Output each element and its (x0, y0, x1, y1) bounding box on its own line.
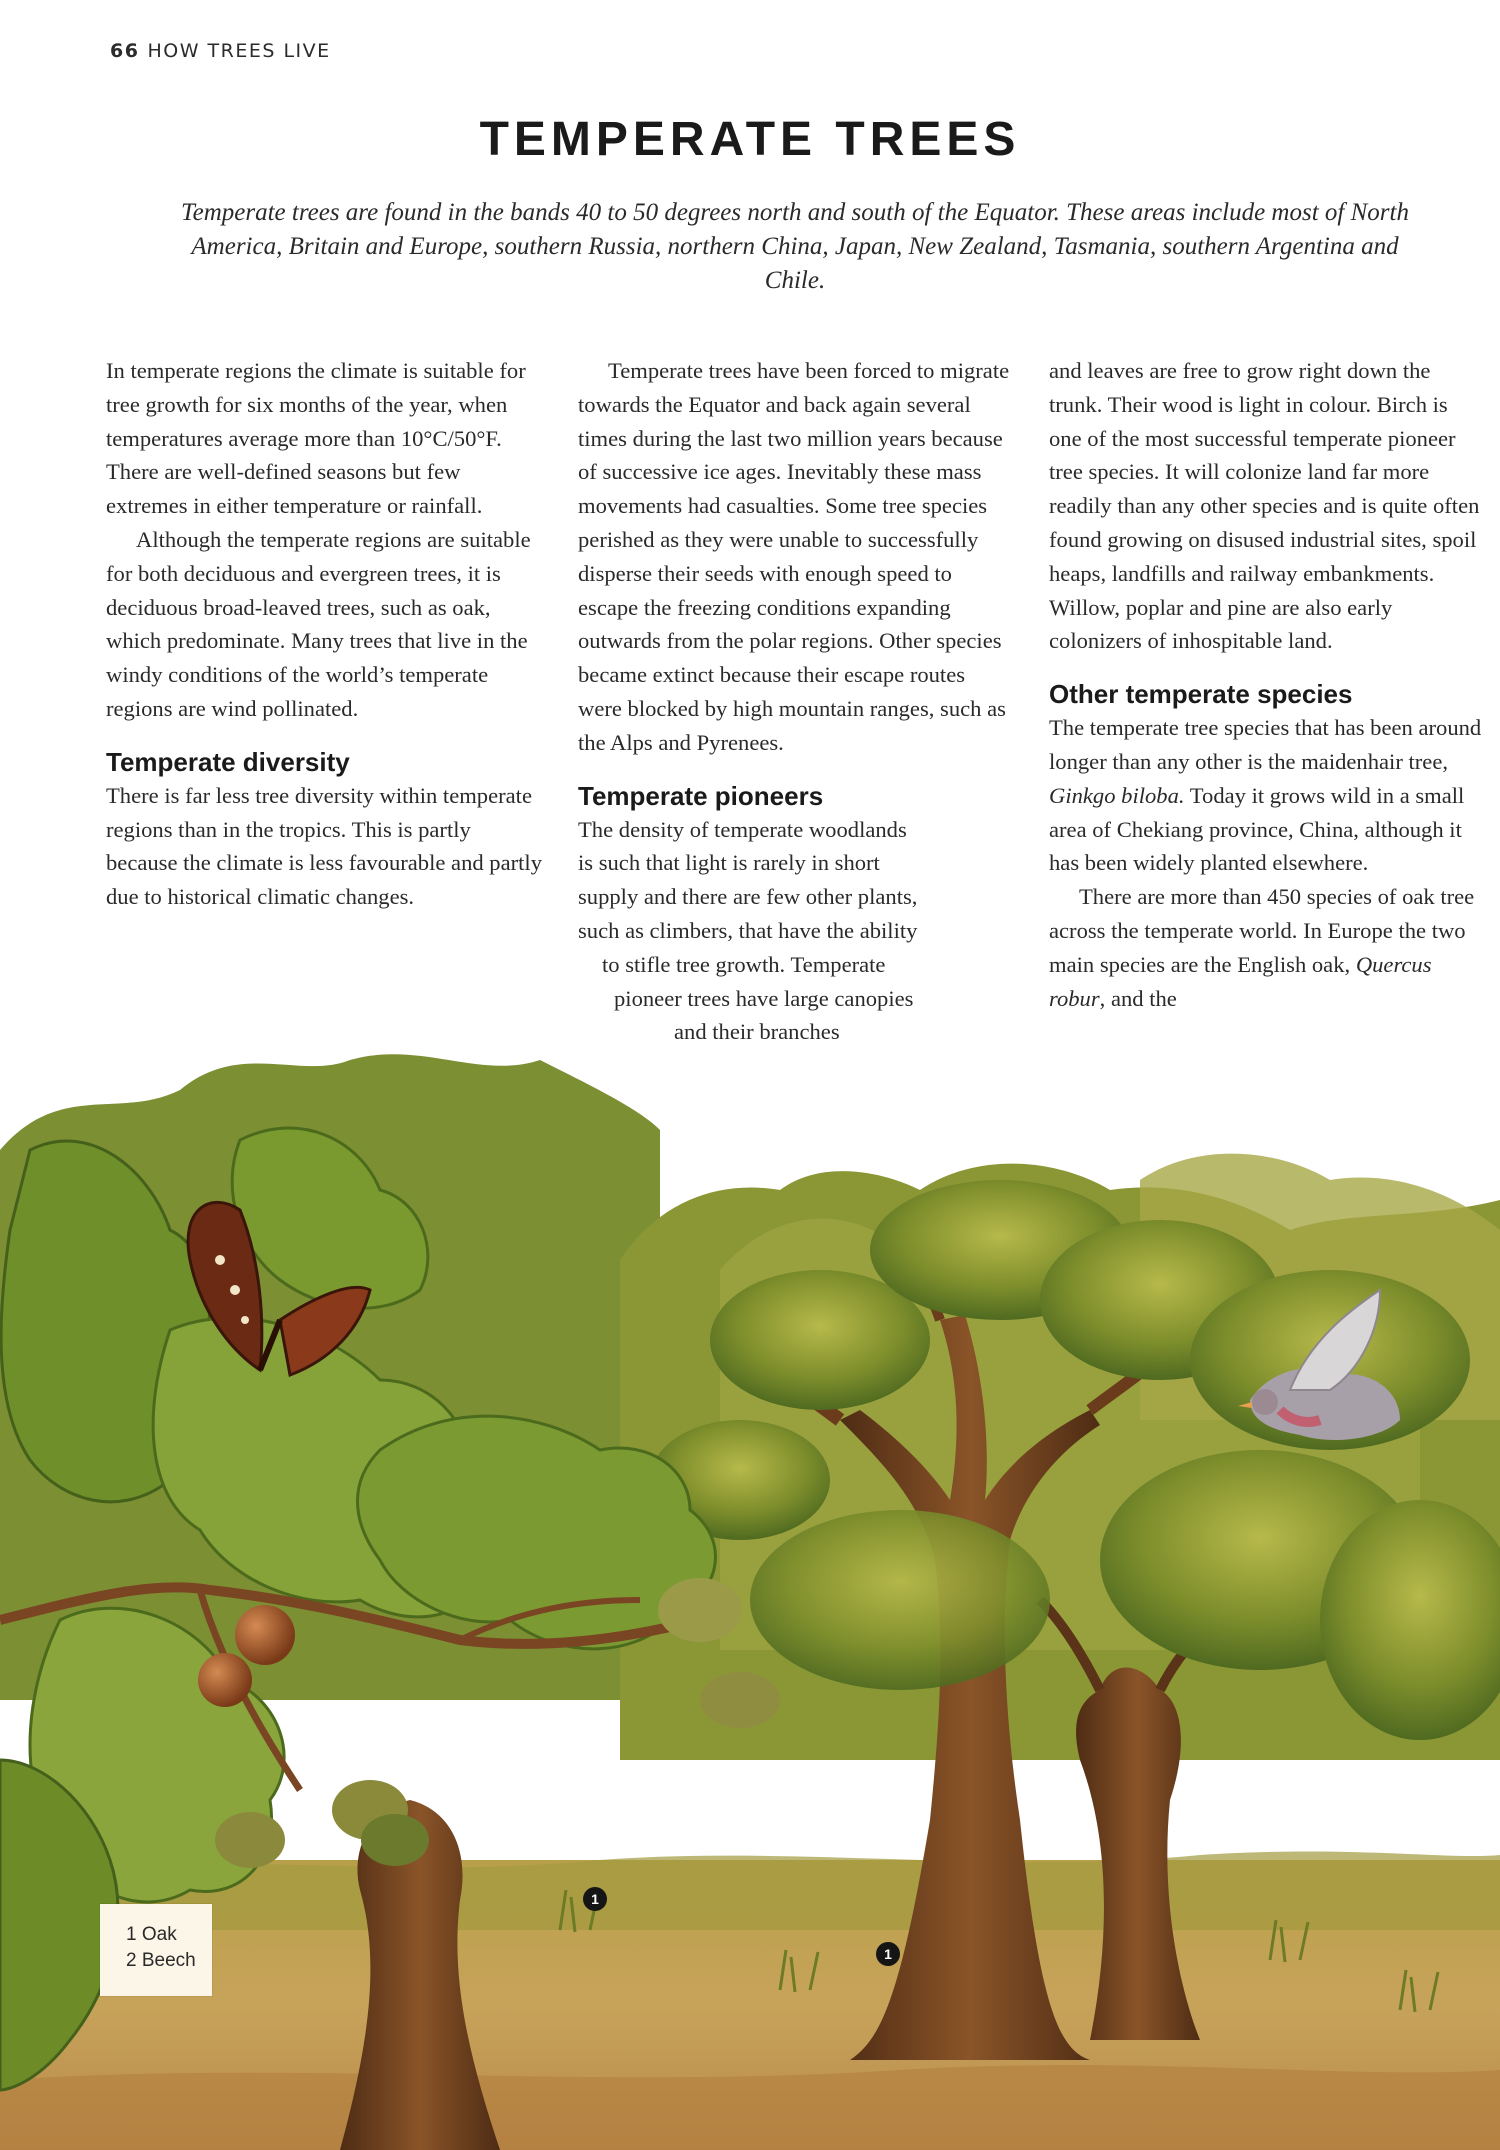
paragraph: Although the temperate regions are suitable for both deciduous and evergreen trees, it is deciduous broad-leaved trees, such as oak, which predominate. Many trees that live in the windy conditions of the world’s temperate regions are wind pollinated. (106, 526, 531, 721)
text: Today it grows wild in a small area of Chekiang province, China, although it has been widely planted elsewhere. (1049, 782, 1465, 876)
line: pioneer trees have large canopies (614, 985, 914, 1011)
paragraph: In temperate regions the climate is suitable for tree growth for six months of the year, when temperatures average more than 10°C/50°F. There are well-defined seasons but few extremes in either temperature or rainfall. (106, 358, 526, 519)
paragraph-lines (578, 813, 1014, 1050)
text: The temperate tree species that has been around longer than any other is the maidenhair tree, (1049, 715, 1482, 774)
line: and their branches (674, 1019, 840, 1045)
intro-paragraph: Temperate trees are found in the bands 40 to 50 degrees north and south of the Equator. These areas include most of North America, Britain and Europe, southern Russia, northern China, Japan, New Zealand, Tasmania, southern Argentina and Chile. (181, 199, 1409, 294)
key-item-oak: 1 Oak (126, 1924, 177, 1945)
key-item-beech: 2 Beech (126, 1950, 196, 1971)
line: is such that light is rarely in short (578, 850, 880, 876)
text: , and the (1099, 985, 1177, 1011)
latin-name: Ginkgo biloba. (1049, 782, 1185, 808)
line: The density of temperate woodlands (578, 816, 907, 842)
subheading-other-temperate-species: Other temperate species (1049, 679, 1353, 710)
page-title: TEMPERATE TREES (479, 113, 1021, 166)
subheading-temperate-pioneers: Temperate pioneers (578, 780, 824, 811)
illustration-key (100, 1904, 212, 1996)
paragraph: Temperate trees have been forced to migrate towards the Equator and back again several times during the last two million years because of successive ice ages. Inevitably these mass movements had casualties. Some tree species perished as they were unable to successfully disperse their seeds with enough speed to escape the freezing conditions expanding outwards from the polar regions. Other species became extinct because their escape routes were blocked by high mountain ranges, such as the Alps and Pyrenees. (578, 358, 1010, 755)
column-2 (578, 354, 1014, 1049)
page-number: 66 (110, 40, 140, 62)
line: supply and there are few other plants, (578, 884, 918, 910)
section-title: HOW TREES LIVE (147, 40, 331, 62)
paragraph (1049, 711, 1485, 880)
paragraph: and leaves are free to grow right down the trunk. Their wood is light in colour. Birch is one of the most successful temperate pioneer tree species. It will colonize land far more readily than any other species and is quite often found growing on disused industrial sites, spoil heaps, landfills and railway embankments. Willow, poplar and pine are also early colonizers of inhospitable land. (1049, 358, 1480, 654)
callout-marker: 1 (876, 1942, 900, 1966)
subheading-temperate-diversity: Temperate diversity (106, 746, 350, 777)
paragraph: There is far less tree diversity within temperate regions than in the tropics. This is partly because the climate is less favourable and partly due to historical climatic changes. (106, 782, 543, 910)
paragraph (1049, 880, 1485, 1015)
line: to stifle tree growth. Temperate (602, 951, 886, 977)
callout-marker: 1 (583, 1887, 607, 1911)
text: There are more than 450 species of oak tree across the temperate world. In Europe the two main species are the English oak, (1049, 884, 1475, 977)
line: such as climbers, that have the ability (578, 917, 918, 943)
latin-name: Quercus robur (1049, 951, 1432, 1011)
running-head (110, 40, 331, 62)
column-3 (1049, 354, 1485, 1015)
column-1 (106, 354, 542, 914)
